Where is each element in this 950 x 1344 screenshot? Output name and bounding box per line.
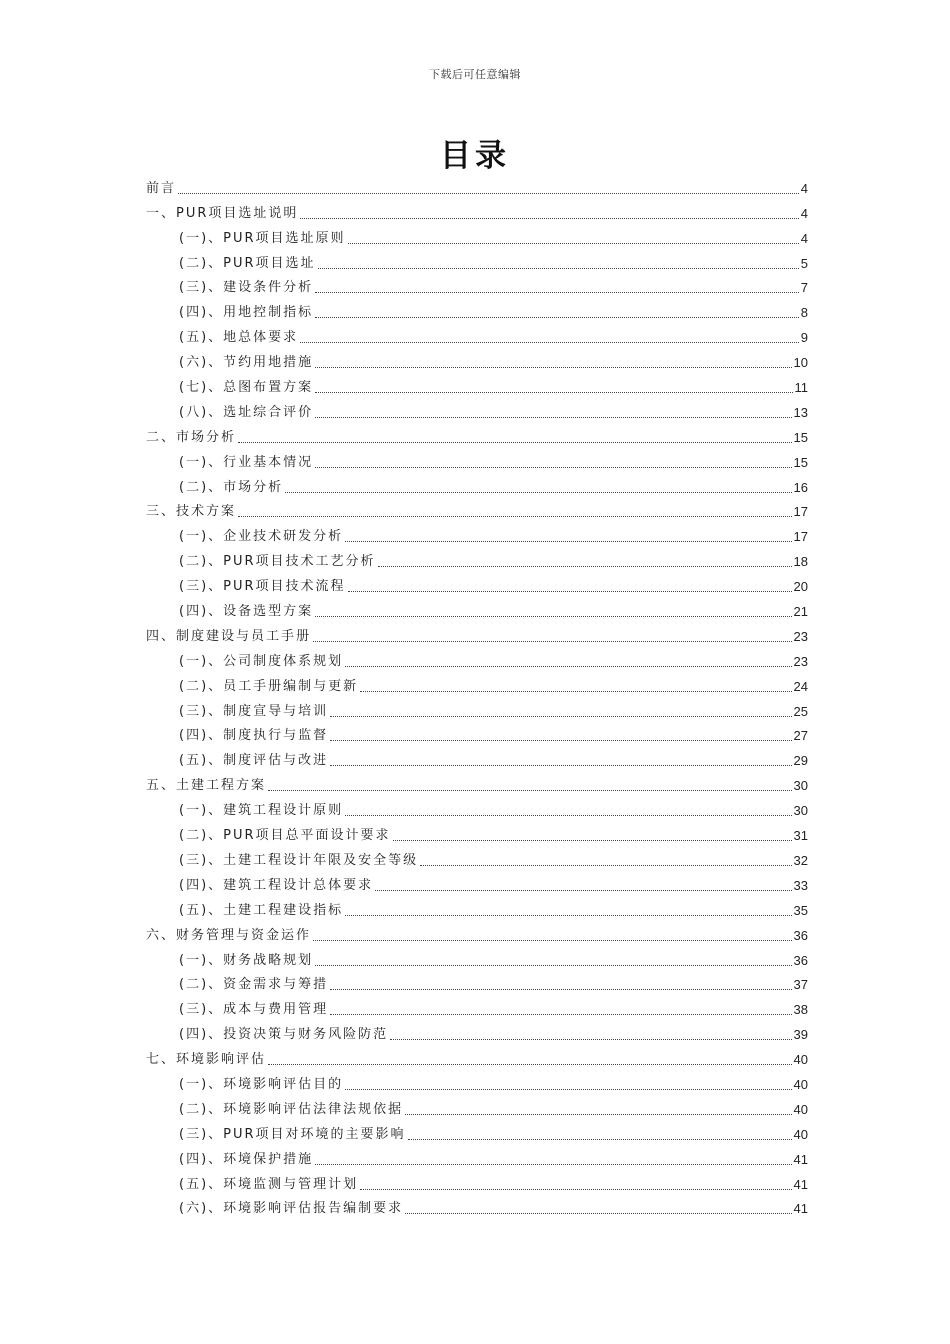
dot-leader (315, 615, 791, 617)
toc-entry-title: (一)、行业基本情况 (179, 454, 314, 470)
dot-leader (345, 914, 791, 916)
dot-leader (408, 1138, 792, 1140)
toc-entry-page-number: 40 (793, 1101, 808, 1117)
toc-entry[interactable] (146, 947, 808, 972)
toc-entry-title: (三)、成本与费用管理 (179, 1002, 329, 1018)
toc-entry-page-number: 36 (793, 952, 808, 968)
dot-leader (330, 739, 791, 741)
toc-entry-page-number: 9 (800, 330, 808, 346)
toc-entry-title: (三)、制度宣导与培训 (179, 703, 329, 719)
toc-entry-title: 一、PUR项目选址说明 (146, 205, 299, 221)
toc-entry-title: 五、土建工程方案 (146, 778, 267, 794)
toc-entry[interactable] (146, 474, 808, 499)
toc-entry-title: (二)、PUR项目技术工艺分析 (179, 554, 376, 570)
toc-entry-page-number: 33 (793, 877, 808, 893)
toc-entry-page-number: 15 (793, 454, 808, 470)
dot-leader (238, 441, 792, 443)
toc-entry-title: (三)、土建工程设计年限及安全等级 (179, 852, 419, 868)
toc-entry[interactable] (146, 548, 808, 573)
toc-entry[interactable] (146, 598, 808, 623)
dot-leader (178, 192, 799, 194)
table-of-contents (146, 175, 808, 1220)
toc-entry[interactable] (146, 175, 808, 200)
toc-entry[interactable] (146, 1171, 808, 1196)
dot-leader (390, 1038, 791, 1040)
toc-entry-page-number: 5 (800, 255, 808, 271)
toc-entry-title: (四)、设备选型方案 (179, 604, 314, 620)
toc-entry-title: 三、技术方案 (146, 504, 237, 520)
toc-entry-page-number: 29 (793, 753, 808, 769)
dot-leader (348, 590, 792, 592)
dot-leader (285, 491, 791, 493)
dot-leader (348, 242, 799, 244)
dot-leader (420, 864, 791, 866)
toc-entry[interactable] (146, 523, 808, 548)
dot-leader (315, 416, 791, 418)
toc-entry-title: (二)、市场分析 (179, 479, 284, 495)
toc-entry[interactable] (146, 1071, 808, 1096)
toc-entry[interactable] (146, 299, 808, 324)
toc-entry[interactable] (146, 200, 808, 225)
dot-leader (238, 515, 792, 517)
toc-entry-page-number: 16 (793, 479, 808, 495)
toc-entry-page-number: 23 (793, 628, 808, 644)
toc-entry-title: 七、环境影响评估 (146, 1052, 267, 1068)
toc-entry[interactable] (146, 1096, 808, 1121)
page-title: 目录 (440, 138, 510, 174)
toc-entry[interactable] (146, 623, 808, 648)
toc-entry-page-number: 36 (793, 927, 808, 943)
toc-entry-title: 前言 (146, 180, 177, 196)
toc-entry[interactable] (146, 499, 808, 524)
dot-leader (330, 764, 791, 766)
toc-entry[interactable] (146, 1046, 808, 1071)
toc-entry-title: (二)、资金需求与筹措 (179, 977, 329, 993)
toc-entry-title: (四)、环境保护措施 (179, 1151, 314, 1167)
toc-entry-title: 六、财务管理与资金运作 (146, 927, 312, 943)
dot-leader (330, 1013, 791, 1015)
toc-entry[interactable] (146, 424, 808, 449)
header-note: 下载后可任意编辑 (429, 68, 521, 81)
toc-entry-page-number: 31 (793, 828, 808, 844)
toc-entry-page-number: 8 (800, 305, 808, 321)
toc-entry[interactable] (146, 250, 808, 275)
toc-entry-page-number: 30 (793, 778, 808, 794)
dot-leader (313, 640, 792, 642)
dot-leader (360, 690, 791, 692)
toc-entry-page-number: 40 (793, 1076, 808, 1092)
toc-entry-page-number: 41 (793, 1176, 808, 1192)
toc-entry[interactable] (146, 399, 808, 424)
dot-leader (378, 565, 792, 567)
toc-entry-page-number: 10 (793, 355, 808, 371)
toc-entry-title: (一)、建筑工程设计原则 (179, 803, 344, 819)
toc-entry-page-number: 4 (800, 205, 808, 221)
toc-entry[interactable] (146, 324, 808, 349)
toc-entry[interactable] (146, 772, 808, 797)
dot-leader (268, 789, 792, 791)
toc-entry-title: (一)、财务战略规划 (179, 952, 314, 968)
toc-entry-page-number: 40 (793, 1052, 808, 1068)
toc-entry-page-number: 23 (793, 653, 808, 669)
toc-entry-title: 四、制度建设与员工手册 (146, 628, 312, 644)
toc-entry-title: (四)、用地控制指标 (179, 305, 314, 321)
toc-entry-title: (二)、PUR项目总平面设计要求 (179, 828, 391, 844)
toc-entry[interactable] (146, 225, 808, 250)
toc-entry-page-number: 30 (793, 803, 808, 819)
toc-entry-page-number: 17 (793, 529, 808, 545)
toc-entry[interactable] (146, 1196, 808, 1221)
dot-leader (318, 267, 799, 269)
toc-entry[interactable] (146, 698, 808, 723)
toc-entry-page-number: 4 (800, 230, 808, 246)
toc-entry-title: (一)、企业技术研发分析 (179, 529, 344, 545)
toc-entry[interactable] (146, 747, 808, 772)
toc-entry[interactable] (146, 972, 808, 997)
toc-entry[interactable] (146, 648, 808, 673)
toc-entry-page-number: 37 (793, 977, 808, 993)
toc-entry-title: (一)、PUR项目选址原则 (179, 230, 346, 246)
toc-entry-title: (三)、建设条件分析 (179, 280, 314, 296)
toc-entry-title: (五)、环境监测与管理计划 (179, 1176, 359, 1192)
dot-leader (405, 1113, 791, 1115)
dot-leader (315, 466, 791, 468)
toc-entry[interactable] (146, 349, 808, 374)
dot-leader (268, 1063, 792, 1065)
toc-entry-title: (四)、投资决策与财务风险防范 (179, 1027, 389, 1043)
toc-entry-page-number: 11 (794, 380, 808, 396)
toc-entry-title: (三)、PUR项目对环境的主要影响 (179, 1126, 406, 1142)
toc-entry[interactable] (146, 822, 808, 847)
toc-entry-title: (六)、节约用地措施 (179, 355, 314, 371)
toc-entry-title: (七)、总图布置方案 (179, 380, 314, 396)
toc-entry-page-number: 20 (793, 579, 808, 595)
dot-leader (375, 889, 791, 891)
toc-entry[interactable] (146, 872, 808, 897)
toc-entry-title: (四)、制度执行与监督 (179, 728, 329, 744)
toc-entry-page-number: 27 (793, 728, 808, 744)
toc-entry[interactable] (146, 922, 808, 947)
toc-entry-page-number: 39 (793, 1027, 808, 1043)
dot-leader (315, 291, 799, 293)
toc-entry-page-number: 18 (793, 554, 808, 570)
toc-entry[interactable] (146, 723, 808, 748)
toc-entry-title: (六)、环境影响评估报告编制要求 (179, 1201, 404, 1217)
dot-leader (315, 366, 791, 368)
toc-entry[interactable] (146, 797, 808, 822)
dot-leader (345, 540, 791, 542)
toc-entry-title: (三)、PUR项目技术流程 (179, 579, 346, 595)
toc-entry[interactable] (146, 1121, 808, 1146)
dot-leader (345, 1088, 791, 1090)
dot-leader (300, 341, 799, 343)
toc-entry-page-number: 4 (800, 180, 808, 196)
toc-entry-page-number: 40 (793, 1126, 808, 1142)
dot-leader (330, 988, 791, 990)
toc-entry-title: (四)、建筑工程设计总体要求 (179, 877, 374, 893)
toc-entry-page-number: 13 (793, 404, 808, 420)
toc-entry-title: (五)、土建工程建设指标 (179, 902, 344, 918)
toc-entry-page-number: 21 (793, 604, 808, 620)
toc-entry[interactable] (146, 996, 808, 1021)
dot-leader (313, 939, 792, 941)
dot-leader (315, 1163, 791, 1165)
dot-leader (315, 391, 792, 393)
toc-entry-page-number: 32 (793, 852, 808, 868)
toc-entry[interactable] (146, 847, 808, 872)
toc-entry[interactable] (146, 1146, 808, 1171)
toc-entry-page-number: 7 (800, 280, 808, 296)
toc-entry-page-number: 24 (793, 678, 808, 694)
toc-entry-page-number: 17 (793, 504, 808, 520)
toc-entry-title: (二)、环境影响评估法律法规依据 (179, 1101, 404, 1117)
toc-entry-page-number: 15 (793, 429, 808, 445)
toc-entry-title: (一)、公司制度体系规划 (179, 653, 344, 669)
dot-leader (393, 839, 792, 841)
toc-entry[interactable] (146, 897, 808, 922)
toc-entry-title: (二)、员工手册编制与更新 (179, 678, 359, 694)
toc-entry-page-number: 25 (793, 703, 808, 719)
toc-entry-title: (一)、环境影响评估目的 (179, 1076, 344, 1092)
toc-entry-title: 二、市场分析 (146, 429, 237, 445)
toc-entry-title: (五)、制度评估与改进 (179, 753, 329, 769)
toc-entry-page-number: 41 (793, 1151, 808, 1167)
dot-leader (330, 715, 791, 717)
dot-leader (405, 1212, 791, 1214)
toc-entry[interactable] (146, 275, 808, 300)
toc-entry[interactable] (146, 374, 808, 399)
dot-leader (300, 217, 798, 219)
toc-entry[interactable] (146, 449, 808, 474)
toc-entry[interactable] (146, 573, 808, 598)
dot-leader (345, 665, 791, 667)
toc-entry-title: (八)、选址综合评价 (179, 404, 314, 420)
dot-leader (315, 316, 799, 318)
toc-entry[interactable] (146, 673, 808, 698)
toc-entry-title: (二)、PUR项目选址 (179, 255, 316, 271)
toc-entry-title: (五)、地总体要求 (179, 330, 299, 346)
dot-leader (360, 1188, 791, 1190)
dot-leader (315, 964, 791, 966)
toc-entry-page-number: 41 (793, 1201, 808, 1217)
toc-entry-page-number: 38 (793, 1002, 808, 1018)
toc-entry-page-number: 35 (793, 902, 808, 918)
toc-entry[interactable] (146, 1021, 808, 1046)
dot-leader (345, 814, 791, 816)
